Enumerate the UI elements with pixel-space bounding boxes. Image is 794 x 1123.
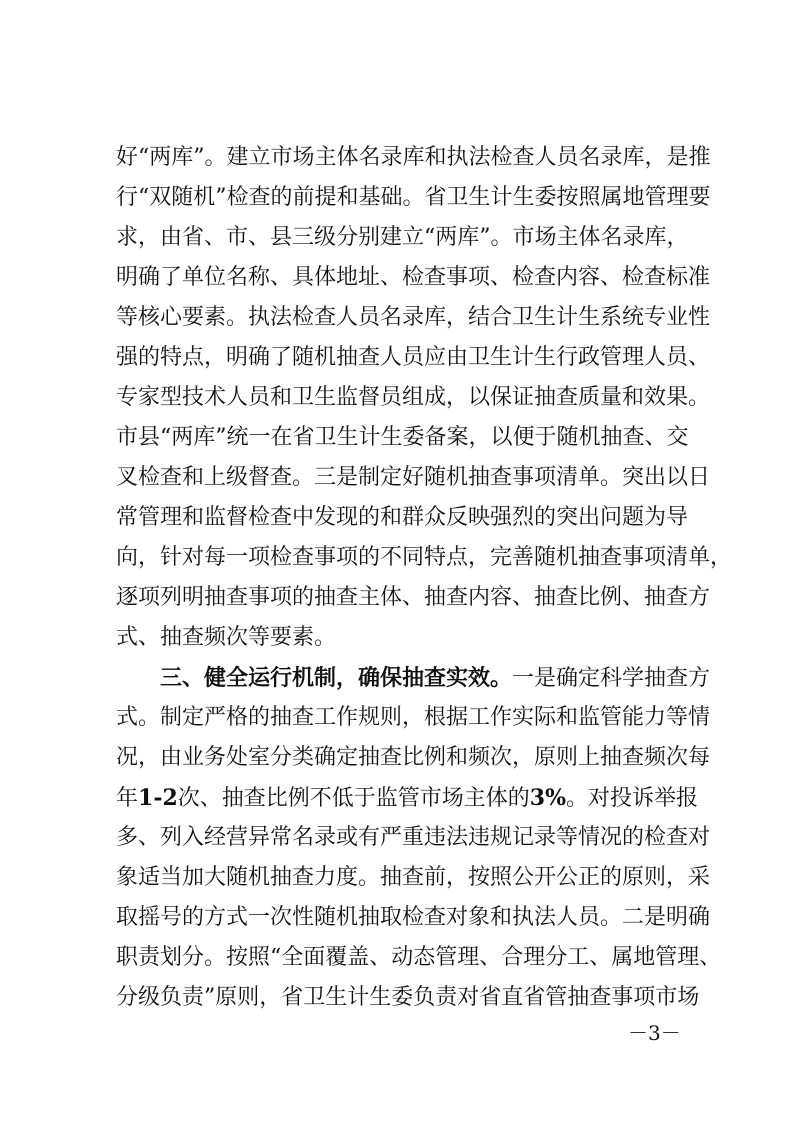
section-3-line-8: 职责划分。按照“全面覆盖、动态管理、合理分工、属地管理、 xyxy=(116,945,722,970)
body-line-10: 常管理和监督检查中发现的和群众反映强烈的突出问题为导 xyxy=(116,505,689,530)
body-line-13: 式、抽查频次等要素。 xyxy=(116,625,337,650)
body-line-2: 行“双随机”检查的前提和基础。省卫生计生委按照属地管理要 xyxy=(116,185,711,210)
section-3-line-5: 多、列入经营异常名录或有严重违法违规记录等情况的检查对 xyxy=(116,825,711,850)
section-3-line-3: 况，由业务处室分类确定抽查比例和频次，原则上抽查频次每 xyxy=(116,745,711,770)
body-line-4: 明确了单位名称、具体地址、检查事项、检查内容、检查标准 xyxy=(116,265,711,290)
section-3-line-2: 式。制定严格的抽查工作规则，根据工作实际和监管能力等情 xyxy=(116,705,711,730)
body-line-5: 等核心要素。执法检查人员名录库，结合卫生计生系统专业性 xyxy=(116,305,711,330)
frequency-value: 1-2 xyxy=(138,785,178,811)
section-3-first-line-rest: 一是确定科学抽查方 xyxy=(512,666,711,691)
body-line-9: 叉检查和上级督查。三是制定好随机抽查事项清单。突出以日 xyxy=(116,465,711,490)
body-line-3: 求，由省、市、县三级分别建立“两库”。市场主体名录库， xyxy=(116,225,689,250)
body-line-8: 市县“两库”统一在省卫生计生委备案，以便于随机抽查、交 xyxy=(116,425,689,450)
section-3-line-6: 象适当加大随机抽查力度。抽查前，按照公开公正的原则，采 xyxy=(116,865,711,890)
section-3-line-7: 取摇号的方式一次性随机抽取检查对象和执法人员。二是明确 xyxy=(116,905,711,930)
section-3-line-4-middle: 次、抽查比例不低于监管市场主体的 xyxy=(177,786,530,811)
body-line-7: 专家型技术人员和卫生监督员组成，以保证抽查质量和效果。 xyxy=(116,385,711,410)
body-line-12: 逐项列明抽查事项的抽查主体、抽查内容、抽查比例、抽查方 xyxy=(116,585,711,610)
ratio-value: 3% xyxy=(529,785,566,811)
body-line-6: 强的特点，明确了随机抽查人员应由卫生计生行政管理人员、 xyxy=(116,345,711,370)
section-3-line-9: 分级负责”原则，省卫生计生委负责对省直省管抽查事项市场 xyxy=(116,985,700,1010)
body-line-1: 好“两库”。建立市场主体名录库和执法检查人员名录库，是推 xyxy=(116,145,711,170)
section-3-line-4-prefix: 年 xyxy=(116,786,139,811)
body-line-11: 向，针对每一项检查事项的不同特点，完善随机抽查事项清单， xyxy=(116,545,733,570)
page-number: －3－ xyxy=(628,1021,681,1045)
section-3-first-line xyxy=(160,660,711,696)
section-3-line-4-suffix: 。对投诉举报 xyxy=(566,786,699,811)
section-3-line-4 xyxy=(116,780,699,816)
section-3-heading: 三、健全运行机制，确保抽查实效。 xyxy=(160,665,513,691)
